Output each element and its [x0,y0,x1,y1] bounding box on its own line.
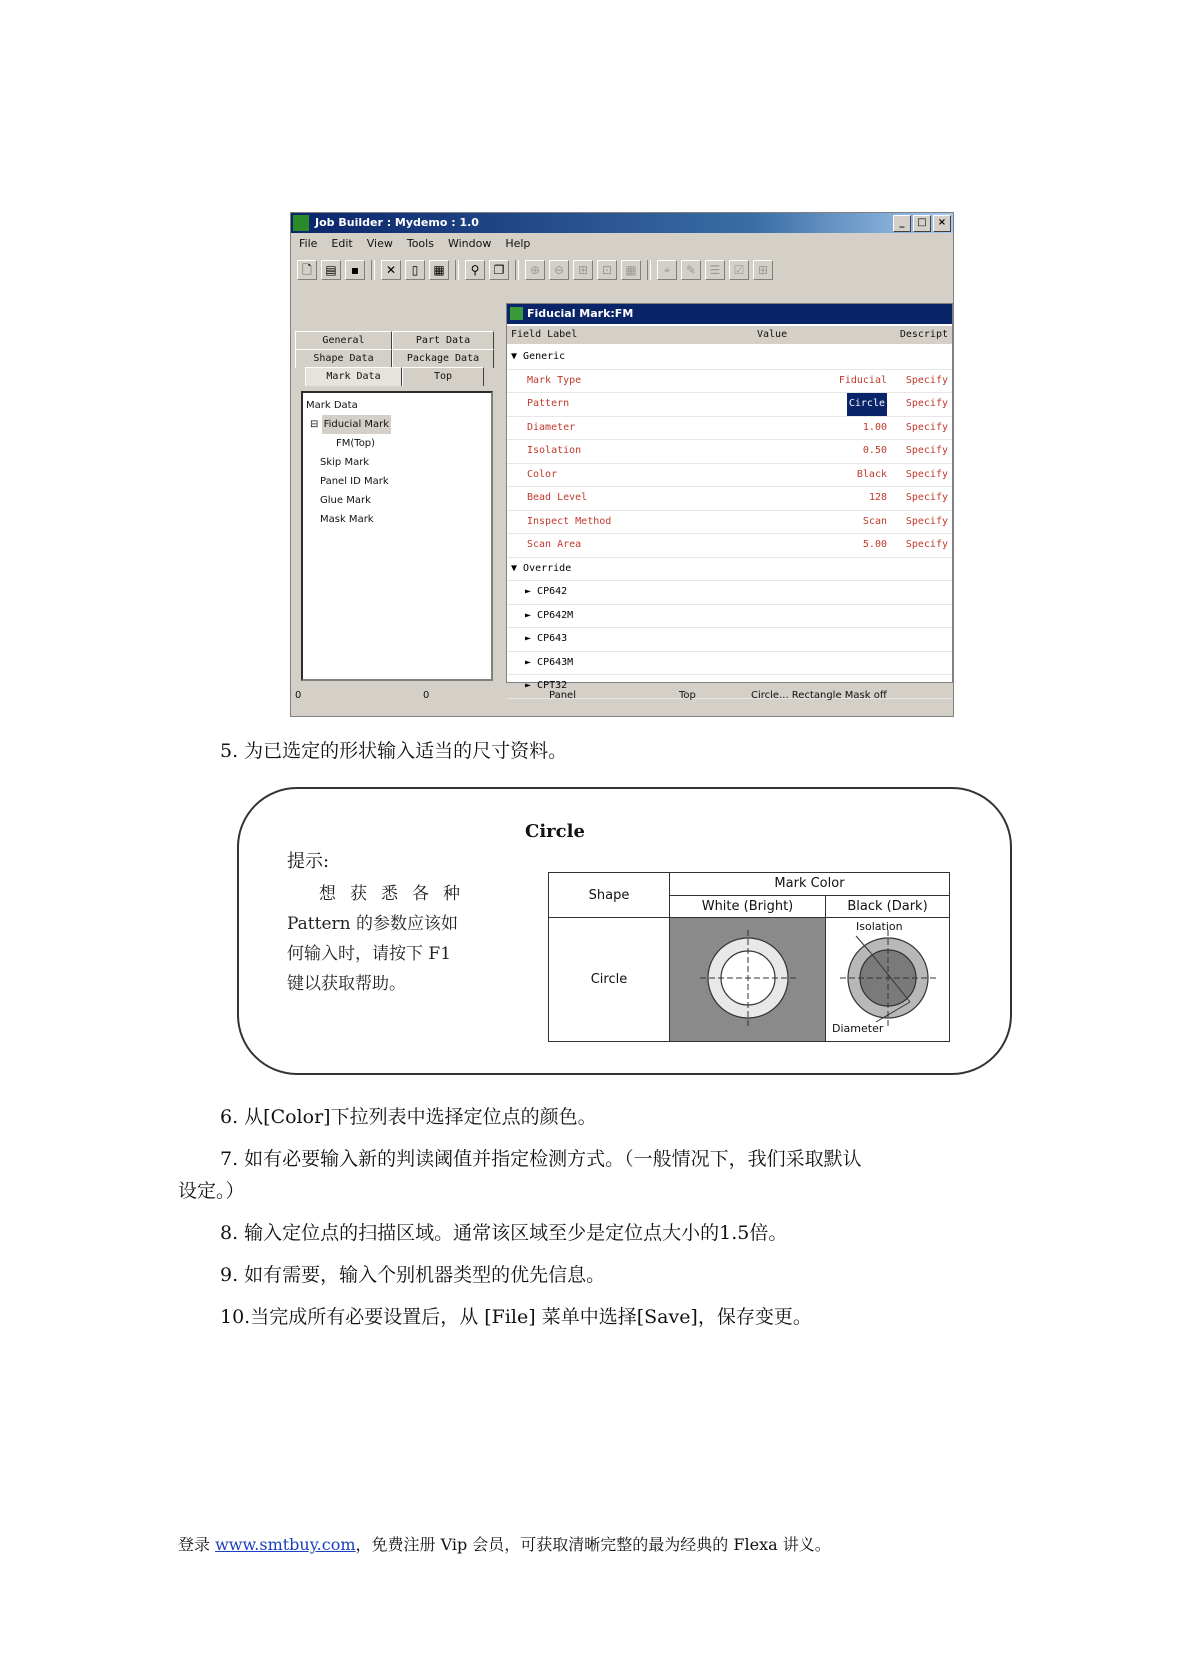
tip-line-4: 键以获取帮助。 [287,974,406,994]
fiducial-mark-pane [506,303,953,691]
list-icon[interactable]: ☰ [705,260,725,280]
expand-right-icon: ► [525,586,538,597]
row-value[interactable]: Fiducial [838,374,887,386]
maximize-button[interactable]: □ [913,215,931,232]
left-tabs [295,317,500,385]
preview-icon[interactable]: ▯ [405,260,425,280]
footer-pre: 登录 [178,1535,216,1554]
row-value[interactable]: 1.00 [862,421,887,433]
row-label: Isolation [527,445,582,456]
override-label: CPT32 [537,680,568,691]
pane-title-bar [507,304,952,324]
window-title: Job Builder : Mydemo : 1.0 [315,216,479,229]
footer-note [178,1532,831,1555]
row-label: Diameter [527,421,576,433]
list-item[interactable] [507,652,952,676]
mark-tree [301,391,493,681]
row-value[interactable]: 128 [868,492,887,503]
menu-tools[interactable]: Tools [406,237,434,250]
expand-down-icon: ▼ [511,351,524,362]
tip-line-3: 何输入时，请按下 F1 [287,944,452,964]
row-label: Mark Type [527,374,582,386]
tip-body [287,879,487,999]
toolbar [293,257,951,283]
row-desc: Specify [905,374,948,386]
override-label: CP642 [537,586,568,597]
mark-color-table [548,872,950,1042]
step-7: 7. 如有必要输入新的判读阈值并指定检测方式。（一般情况下，我们采取默认 [220,1148,862,1170]
col-field-label[interactable]: Field Label [511,329,578,340]
expand-right-icon: ► [525,633,538,644]
expand-right-icon: ► [525,609,538,621]
row-desc: Specify [905,492,948,503]
property-grid [507,346,952,699]
diameter-label: Diameter [832,1022,884,1035]
fiducial-icon [510,307,523,320]
list-item[interactable] [507,628,952,652]
footer-link[interactable]: www.smtbuy.com [215,1535,356,1554]
minimize-button[interactable]: _ [893,215,911,232]
pane-title: Fiducial Mark:FM [527,307,634,320]
status-x: 0 [295,690,302,701]
step-9: 9. 如有需要，输入个别机器类型的优先信息。 [220,1264,606,1286]
tree-item-fiducial-label: Fiducial Mark [322,415,392,434]
status-info: Circle... Rectangle Mask off [751,690,887,701]
white-bright-cell [669,917,826,1042]
close-button[interactable]: × [933,215,951,232]
edit-icon[interactable]: ✎ [681,260,701,280]
toolbar-separator [371,260,375,280]
menu-bar [291,235,953,253]
table-row[interactable] [507,534,952,558]
grid-icon[interactable]: ▦ [621,260,641,280]
toolbar-separator [515,260,519,280]
table-row[interactable] [507,440,952,464]
toolbar-separator [647,260,651,280]
tab-shape-data[interactable]: Shape Data [295,349,392,368]
grid-header [507,326,952,344]
tree-item-fiducial[interactable] [306,415,488,434]
table-icon[interactable]: ⊞ [753,260,773,280]
row-label: Pattern [527,398,570,409]
menu-file[interactable]: File [299,237,318,250]
tree-item-glue[interactable]: Glue Mark [320,495,371,506]
col-descript[interactable]: Descript [899,329,948,340]
row-value[interactable]: 0.50 [862,445,887,456]
expand-down-icon: ▼ [511,562,524,574]
tree-item-skip[interactable]: Skip Mark [320,457,370,468]
status-side: Top [679,690,696,701]
tip-line-1: 想获悉各种 [319,884,474,904]
tab-part-data[interactable]: Part Data [392,331,494,350]
row-desc: Specify [905,539,948,550]
zoom-window-icon[interactable]: ⊡ [597,260,617,280]
status-y: 0 [423,690,430,701]
print-icon[interactable]: ▦ [429,260,449,280]
check-icon[interactable]: ☑ [729,260,749,280]
white-bright-header: White (Bright) [669,895,826,918]
group-generic[interactable] [507,346,952,370]
toolbar-separator [455,260,459,280]
app-icon [293,215,309,231]
status-panel: Panel [549,690,576,701]
table-row[interactable] [507,464,952,488]
row-label: Color [527,468,558,480]
row-desc: Specify [905,445,948,456]
row-value[interactable]: Scan [862,515,887,527]
table-row[interactable] [507,370,952,394]
expand-right-icon: ► [525,656,538,668]
row-desc: Specify [905,515,948,527]
row-value-selected[interactable]: Circle [847,393,887,416]
override-label: CP643 [537,633,568,644]
shape-header: Shape [548,872,670,918]
tree-item-mask[interactable]: Mask Mark [320,514,374,525]
group-override[interactable] [507,558,952,582]
mark-color-header: Mark Color [669,872,950,896]
step-7-cont: 设定。） [178,1180,245,1202]
group-label: Override [523,562,572,574]
group-label: Generic [523,351,566,362]
tip-line-2: Pattern 的参数应该如 [287,914,459,934]
left-pane [295,303,500,683]
menu-edit[interactable]: Edit [331,237,353,250]
row-desc: Specify [905,421,948,433]
copy-icon[interactable]: ❐ [489,260,509,280]
list-item[interactable] [507,605,952,629]
zoom-out-icon[interactable]: ⊖ [549,260,569,280]
save-icon[interactable]: ▪ [345,260,365,280]
tree-item-fm-top[interactable]: FM(Top) [336,438,376,449]
step-5: 5. 为已选定的形状输入适当的尺寸资料。 [220,740,568,762]
row-desc: Specify [905,398,948,409]
status-bar [291,685,953,707]
tab-package-data[interactable]: Package Data [392,349,494,368]
job-builder-window [290,212,954,717]
tree-item-panel-id[interactable]: Panel ID Mark [320,476,389,487]
delete-icon[interactable]: ✕ [381,260,401,280]
tab-top[interactable]: Top [402,367,484,386]
zoom-in-icon[interactable]: ⊕ [525,260,545,280]
table-row[interactable] [507,511,952,535]
title-bar [291,213,953,233]
override-label: CP643M [537,656,574,668]
step-8: 8. 输入定位点的扫描区域。通常该区域至少是定位点大小的1.5倍。 [220,1222,788,1244]
menu-view[interactable]: View [366,237,393,250]
zoom-fit-icon[interactable]: ⊞ [573,260,593,280]
menu-window[interactable]: Window [447,237,492,250]
override-label: CP642M [537,609,574,621]
align-icon[interactable]: ⌖ [657,260,677,280]
shape-circle-cell: Circle [548,917,670,1042]
tree-item-mark-data[interactable]: Mark Data [306,400,358,411]
collapse-icon[interactable]: ⊟ [310,419,322,430]
row-label: Bead Level [527,492,588,503]
open-icon[interactable]: ▤ [321,260,341,280]
black-dark-header: Black (Dark) [825,895,950,918]
row-desc: Specify [905,468,948,480]
tab-general[interactable]: General [295,331,392,350]
menu-help[interactable]: Help [505,237,531,250]
table-row[interactable] [507,393,952,417]
row-value[interactable]: Black [856,468,887,480]
row-label: Inspect Method [527,515,612,527]
expand-right-icon: ► [525,680,538,691]
list-item[interactable] [507,581,952,605]
tip-heading: 提示: [287,851,330,872]
white-circle-diagram [670,918,825,1041]
table-row[interactable] [507,417,952,441]
row-value[interactable]: 5.00 [862,539,887,550]
tab-mark-data[interactable]: Mark Data [305,367,402,386]
footer-post: ，免费注册 Vip 会员，可获取清晰完整的最为经典的 Flexa 讲义。 [355,1535,831,1554]
col-value[interactable]: Value [757,329,788,340]
isolation-label: Isolation [856,920,903,933]
step-10: 10.当完成所有必要设置后，从 [File] 菜单中选择[Save]，保存变更。 [220,1306,812,1328]
step-6: 6. 从[Color]下拉列表中选择定位点的颜色。 [220,1106,597,1128]
new-icon[interactable]: 🗋 [297,260,317,280]
callout-title: Circle [525,821,585,842]
find-icon[interactable]: ⚲ [465,260,485,280]
row-label: Scan Area [527,539,582,550]
table-row[interactable] [507,487,952,511]
